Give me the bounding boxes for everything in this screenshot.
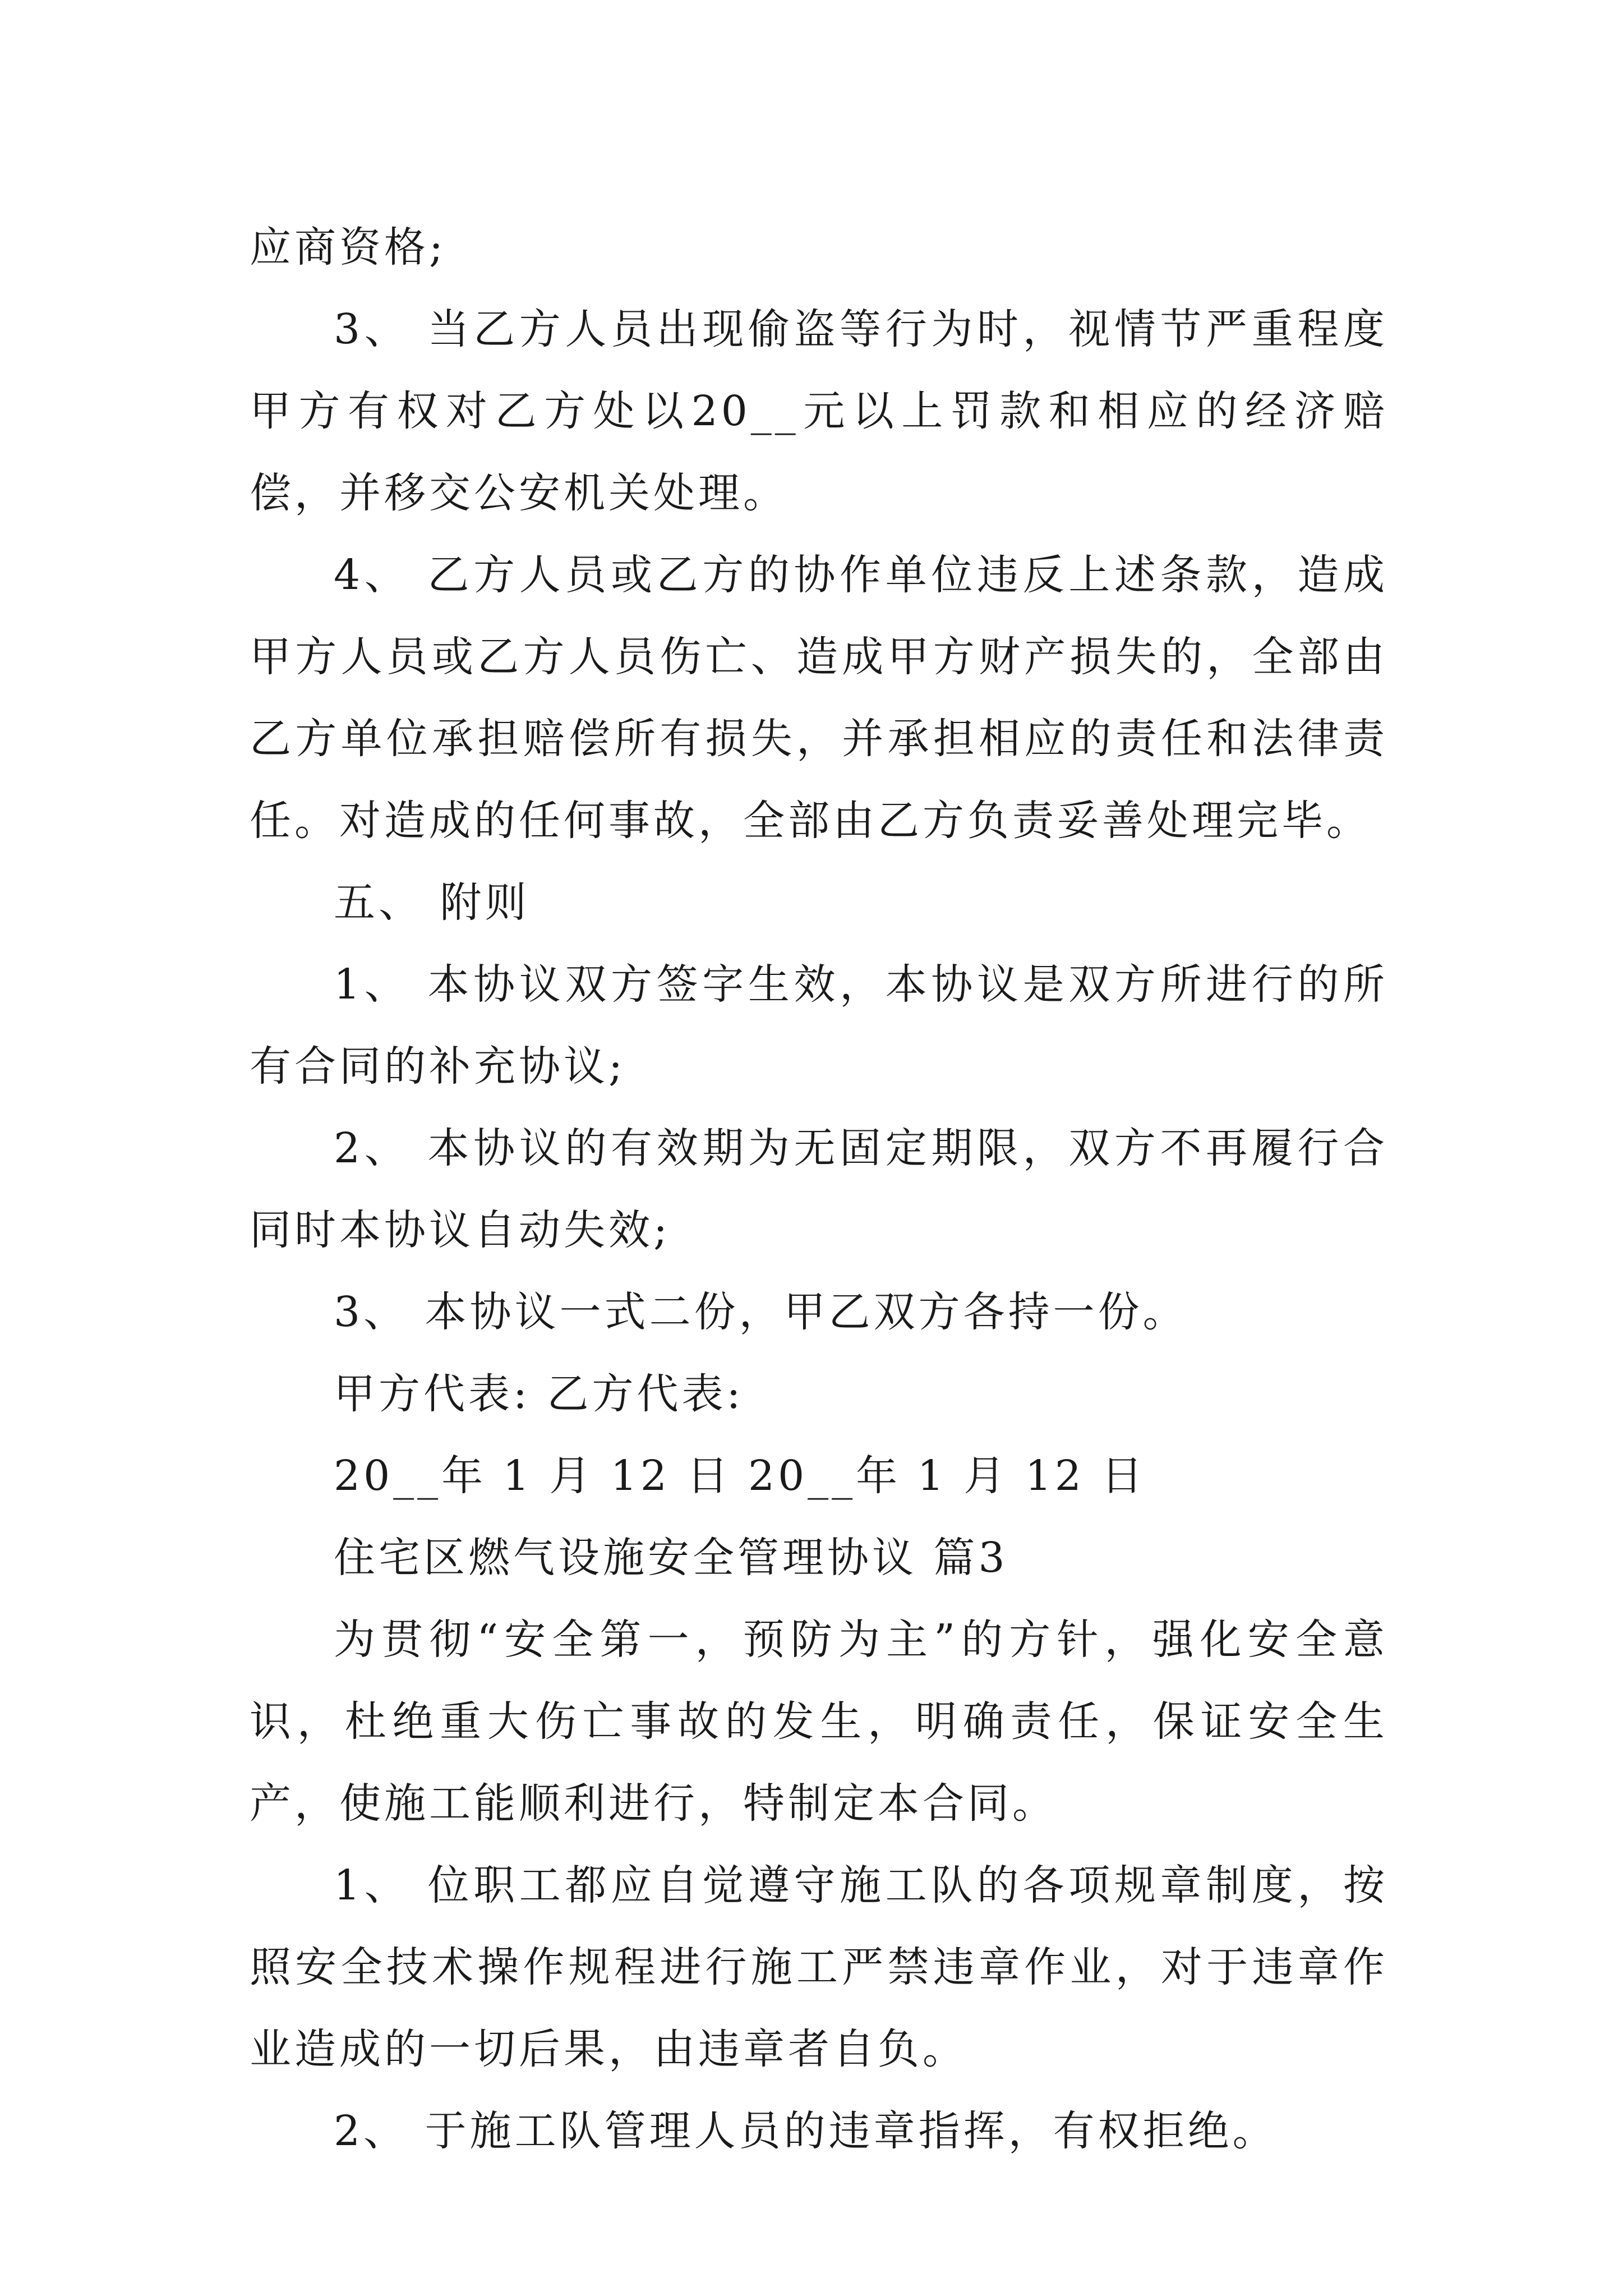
document-body — [250, 206, 1388, 2172]
paragraph: 2、 于施工队管理人员的违章指挥，有权拒绝。 — [334, 2107, 1278, 2155]
paragraph: 应商资格; — [250, 223, 446, 272]
paragraph: 3、 本协议一式二份，甲乙双方各持一份。 — [334, 1288, 1188, 1336]
paragraph: 1、 位职工都应自觉遵守施工队的各项规章制度，按照安全技术操作规程进行施工严禁违章作业，对于违章作业造成的一切后果，由违章者自负。 — [250, 1861, 1388, 2073]
paragraph: 2、 本协议的有效期为无固定期限，双方不再履行合同时本协议自动失效; — [250, 1124, 1388, 1254]
paragraph: 4、 乙方人员或乙方的协作单位违反上述条款，造成甲方人员或乙方人员伤亡、造成甲方财产损失的，全部由乙方单位承担赔偿所有损失，并承担相应的责任和法律责任。对造成的任何事故，全部由乙方负责妥善处理完毕。 — [250, 551, 1388, 845]
paragraph: 1、 本协议双方签字生效，本协议是双方所进行的所有合同的补充协议; — [250, 960, 1388, 1091]
paragraph: 3、 当乙方人员出现偷盗等行为时，视情节严重程度甲方有权对乙方处以20__元以上罚款和相应的经济赔偿，并移交公安机关处理。 — [250, 305, 1388, 517]
date-line: 20__年 1 月 12 日 20__年 1 月 12 日 — [334, 1452, 1146, 1500]
section-heading: 五、 附则 — [334, 878, 530, 927]
signature-line: 甲方代表: 乙方代表: — [334, 1370, 744, 1418]
paragraph: 为贯彻“安全第一，预防为主”的方针，强化安全意识，杜绝重大伤亡事故的发生，明确责任，保证安全生产，使施工能顺利进行，特制定本合同。 — [250, 1616, 1388, 1828]
document-title: 住宅区燃气设施安全管理协议 篇3 — [334, 1534, 1008, 1582]
